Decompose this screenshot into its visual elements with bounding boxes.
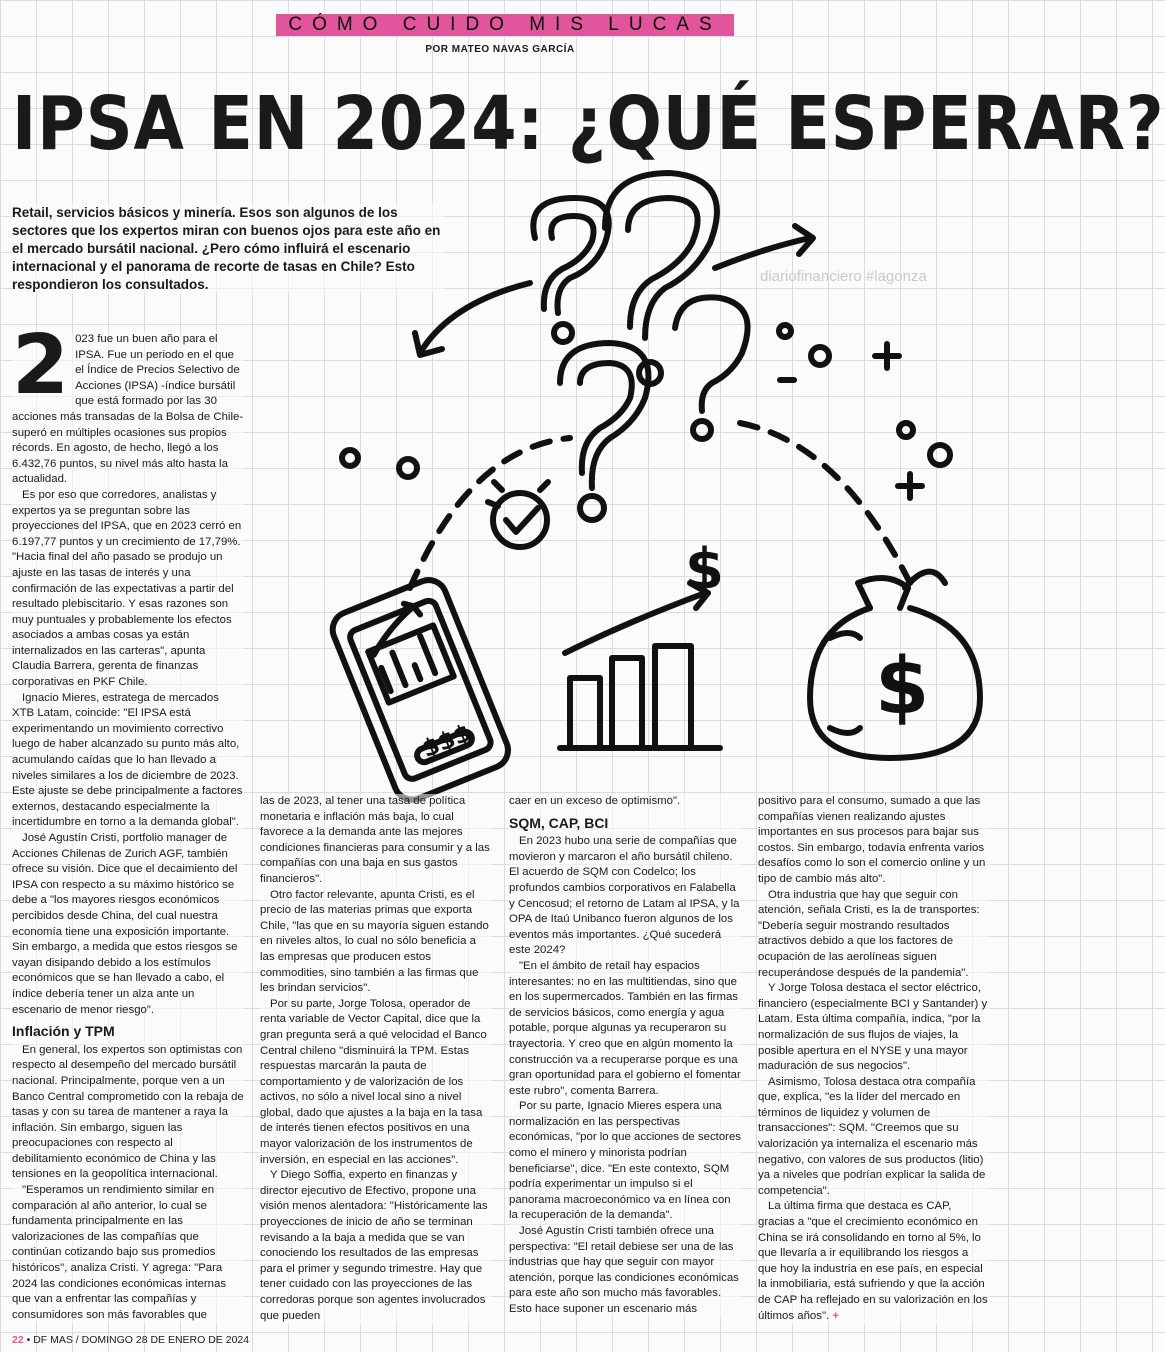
paragraph: Por su parte, Jorge Tolosa, operador de renta variable de Vector Capital, dice que la gran pregunta será a qué velocidad el Banco Central chileno "disminuirá la TPM. Estas respuestas marcarán la pauta de comportamiento y de valorización de los activos, no sólo a nivel local sino a nivel global, dado que ajustes a la baja en la tasa de interés tienen efectos positivos en una mayor valorización de los instrumentos de inversión, en especial en las acciones". [260,997,487,1166]
watermark: diariofinanciero #lagonza [760,268,927,285]
question-mark-icon [605,173,717,384]
headline: IPSA EN 2024: ¿QUÉ ESPERAR? [12,81,1165,167]
coin-dollar-text: $ [685,537,724,602]
end-mark-icon: + [832,1309,839,1322]
phone-dollar-text: $$$ [417,718,475,764]
paragraph: Asimismo, Tolosa destaca otra compañía que, explica, "es la líder del mercado en términos de liquidez y volumen de transacciones": SQM. "Creemos que su valorización ya internaliza el escenario más negativo, con valores de sus productos (litio) ya a niveles que podrían explicar la salida de competencia". [758,1075,986,1197]
column-4 [758,794,990,1324]
paragraph: "Esperamos un rendimiento similar en comparación al año anterior, lo cual se fundamenta principalmente en las valorizaciones de las compañías que continúan cotizando bajo sus promedios históricos", analiza Cristi. Y agrega: "Para 2024 las condiciones económicas internas que van a enfrentar las compañías y consumidores son más favorables que [12,1184,227,1321]
paragraph: Y Diego Soffia, experto en finanzas y director ejecutivo de Efectivo, propone una visión menos alentadora: "Históricamente las proyecciones de inicio de año se terminan revisando a la baja a medida que se van conociendo los resultados de las empresas para el primer y segundo trimestre. Hay que tener cuidado con las proyecciones de las corredoras porque son agentes involucrados que pueden [260,1169,488,1322]
bag-dollar-text: $ [875,642,930,732]
phone-chart-icon [327,575,513,805]
paragraph: las de 2023, al tener una tasa de política monetaria e inflación más baja, lo cual favorece a la demanda ante las mejores condiciones financieras para consumir y a las compañías con una baja en sus gastos financieros". [260,795,490,885]
bar-chart-icon [560,583,720,748]
subheading: Inflación y TPM [12,1023,115,1040]
column-2 [260,794,492,1324]
column-3 [509,794,741,1318]
question-mark-icon [560,343,648,520]
paragraph: Otro factor relevante, apunta Cristi, es el precio de las materias primas que exporta Chile, "las que en su mayoría siguen estando en niveles altos, lo cual no sólo beneficia a las empresas que producen estos commodities, sino también a las firmas que les brindan servicios". [260,888,489,995]
paragraph: caer en un exceso de optimismo". [509,795,681,807]
paragraph: "En el ámbito de retail hay espacios interesantes: no en las multitiendas, sino que en los supermercados. También en las firmas de servicios básicos, como energía y agua potable, porque algunas ya recuperaron su trayectoria. Y creo que en algún momento la construcción va a recuperarse porque es una gran oportunidad para el gobierno el fomentar este rubro", comenta Barrera. [509,959,741,1097]
footer-text: • DF MAS / DOMINGO 28 DE ENERO DE 2024 [26,1334,250,1346]
paragraph: José Agustín Cristi también ofrece una perspectiva: "El retail debiese ser una de las industrias que hay que seguir con mayor atención, porque las condiciones económicas para este año son mucho más favorables. Esto hace suponer un escenario más [509,1225,739,1315]
question-mark-icon [675,297,748,439]
paragraph-text: La última firma que destaca es CAP, gracias a "que el crecimiento económico en China se irá consolidando en torno al 5%, lo que llevaría a ir equilibrando los riesgos a que hoy la industria en ese país, en especial la inmobiliaria, está sufriendo y que la acción de CAP ha reflejado en su valorización en los últimos años". [758,1200,988,1322]
page-number: 22 [12,1334,24,1346]
paragraph: Y Jorge Tolosa destaca el sector eléctrico, financiero (especialmente BCI y Santander) y Latam. Esta última compañía, indica, "por la normalización de sus flujos de viajes, la posible apertura en el NYSE y una mayor maduración de sus negocios". [758,982,988,1073]
byline: POR MATEO NAVAS GARCÍA [425,44,575,55]
paragraph: En general, los expertos son optimistas con respecto al desempeño del mercado bursátil nacional. Principalmente, porque ven a un Banco Central comprometido con la rebaja de tasas y con su tarea de mantener a raya la inflación. Sin embargo, siguen las preocupaciones con respecto al debilitamiento económico de China y las tensiones en la geopolítica internacional. [12,1043,244,1181]
page-footer [12,1334,249,1346]
drop-cap: 2 [12,318,70,413]
subheading: SQM, CAP, BCI [509,814,609,831]
paragraph: Por su parte, Ignacio Mieres espera una normalización en las perspectivas económicas, "por lo que acciones de sectores como el minero y minorista podrían beneficiarse", dice. "En este contexto, SQM podría experimentar un impulso si el panorama macroeconómico va en línea con la recuperación de la demanda". [509,1100,741,1222]
section-tag: CÓMO CUIDO MIS LUCAS [276,14,734,36]
paragraph: José Agustín Cristi, portfolio manager de Acciones Chilenas de Zurich AGF, también ofrece su visión. Dice que el decaimiento del IPSA con respecto a su máximo histórico se debe a "los mayores riesgos económicos percibidos desde China, del cual nuestra economía tiene una exposición importante. Sin embargo, a medida que estos riesgos se vayan disipando debido a los estímulos económicos que se han llevado a cabo, el índice debería tener un alza ante un escenario de menor riesgo". [12,832,238,1016]
lede: Retail, servicios básicos y minería. Esos son algunos de los sectores que los expertos miran con buenos ojos para este año en el mercado bursátil nacional. ¿Pero cómo influirá el escenario internacional y el panorama de recorte de tasas en Chile? Esto respondieron los consultados. [12,204,444,294]
paragraph: 023 fue un buen año para el IPSA. Fue un periodo en el que el Índice de Precios Selectivo de Acciones (IPSA) -índice bursátil que está formado por las 30 acciones más transadas de la Bolsa de Chile- superó en múltiples ocasiones sus propios récords. En agosto, de hecho, llegó a los 6.432,76 puntos, su nivel más alto hasta la actualidad. [12,333,244,486]
paragraph: positivo para el consumo, sumado a que las compañías vienen realizando ajustes importantes en sus procesos para bajar sus costos. Sin embargo, todavía enfrenta varios desafíos como lo son el comercio online y un tipo de cambio más alto". [758,795,986,885]
question-mark-icon [533,198,608,342]
paragraph: Otra industria que hay que seguir con atención, señala Cristi, es la de transportes: "Debería seguir mostrando resultados atractivos debido a que los factores de ocupación de las aerolíneas siguen recuperándose después de la pandemia". [758,888,980,979]
paragraph: Ignacio Mieres, estratega de mercados XTB Latam, coincide: "El IPSA está experimentando un movimiento correctivo luego de haber alcanzado su punto más alto, acumulando caídas que lo han llevado a niveles similares a los de diciembre de 2023. Este ajuste se debe principalmente a factores externos, destacando especialmente la incertidumbre en torno a la demanda global". [12,691,243,829]
column-1 [12,318,244,1323]
paragraph: Es por eso que corredores, analistas y expertos ya se preguntan sobre las proyecciones del IPSA, que en 2023 cerró en 6.197,77 puntos y un crecimiento de 17,79%. "Hacia final del año pasado se produjo un ajuste en las tasas de interés y una confirmación de las expectativas a partir del resultado plebiscitario. Y esas razones son muy puntuales y probablemente los efectos asociados a ambas cosas ya están internalizados en las carteras", apunta Claudia Barrera, gerenta de finanzas corporativas en PKF Chile. [12,488,242,689]
paragraph [758,1199,990,1324]
paragraph: En 2023 hubo una serie de compañías que movieron y marcaron el año bursátil chileno. El acuerdo de SQM con Codelco; los profundos cambios corporativos en Falabella y Cencosud; el retorno de Latam al IPSA, y la OPA de Itaú Unibanco fueron algunos de los eventos más importantes. ¿Qué sucederá este 2024? [509,835,740,957]
